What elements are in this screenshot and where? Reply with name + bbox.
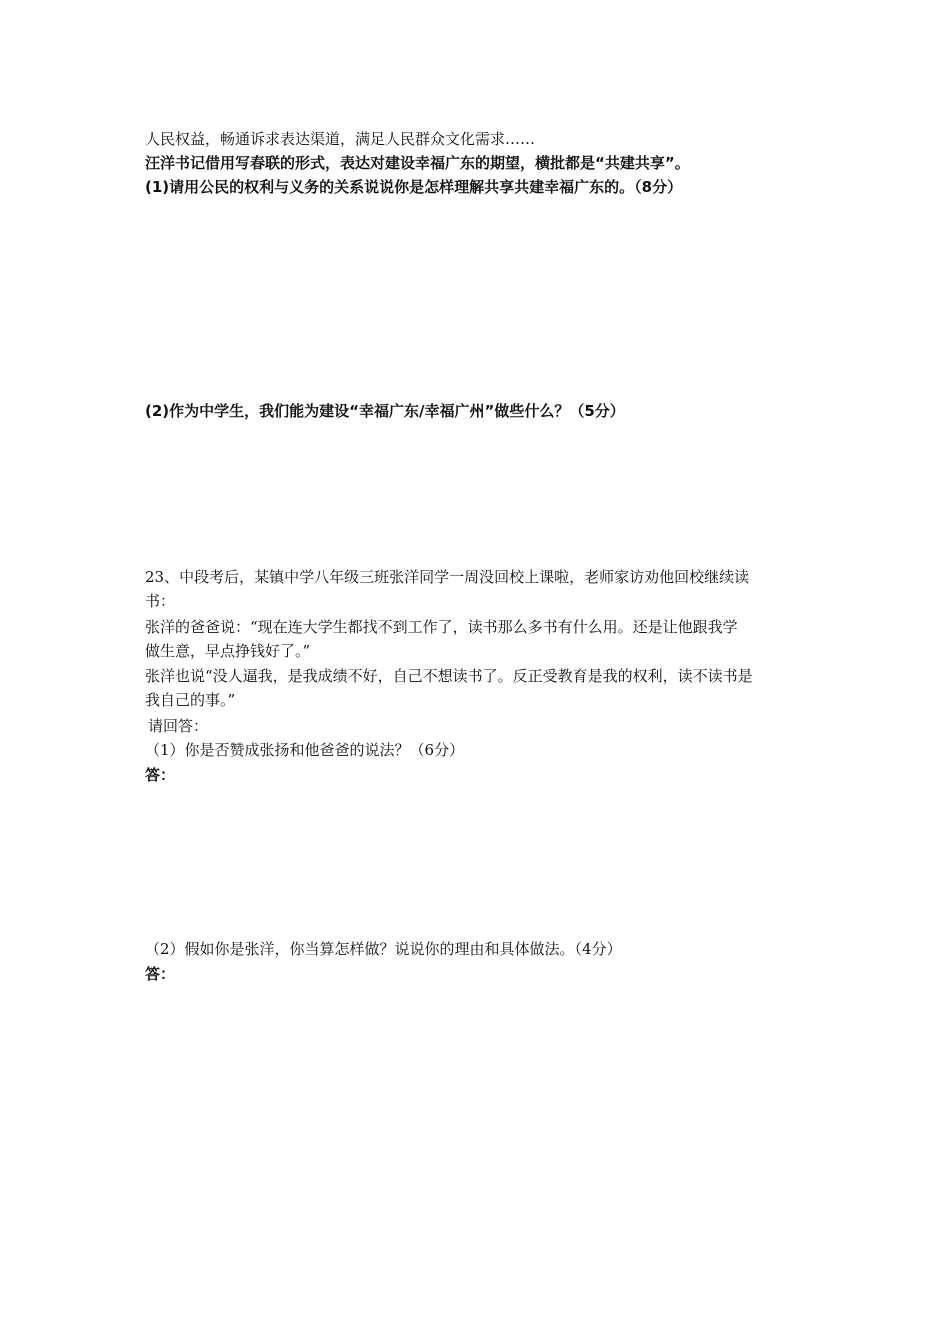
q23-father-quote-line1: 张洋的爸爸说：“现在连大学生都找不到工作了，读书那么多书有什么用。还是让他跟我学 [145, 618, 738, 636]
q22-part2-question: (2)作为中学生，我们能为建设“幸福广东/幸福广州”做些什么？（5分） [145, 402, 625, 420]
answer-label-1: 答： [145, 766, 176, 784]
q23-intro-line2: 书： [145, 592, 176, 610]
q23-student-quote-line2: 我自己的事。” [145, 691, 236, 709]
q23-part2-question: （2）假如你是张洋，你当算怎样做？说说你的理由和具体做法。（4分） [145, 940, 622, 958]
q22-part1-question: (1)请用公民的权利与义务的关系说说你是怎样理解共享共建幸福广东的。（8分） [145, 178, 683, 196]
intro-line: 人民权益，畅通诉求表达渠道，满足人民群众文化需求…… [145, 130, 536, 148]
q23-intro-line1: 23、中段考后，某镇中学八年级三班张洋同学一周没回校上课啦，老师家访劝他回校继续读 [145, 568, 750, 586]
q23-father-quote-line2: 做生意，早点挣钱好了。” [145, 642, 311, 660]
answer-label-2: 答： [145, 965, 176, 983]
q23-student-quote-line1: 张洋也说“没人逼我，是我成绩不好，自己不想读书了。反正受教育是我的权利，读不读书是 [145, 667, 753, 685]
q22-statement: 汪洋书记借用写春联的形式，表达对建设幸福广东的期望，横批都是“共建共享”。 [145, 154, 690, 172]
q23-part1-question: （1）你是否赞成张扬和他爸爸的说法？（6分） [145, 741, 465, 759]
q23-prompt: 请回答： [148, 717, 209, 735]
